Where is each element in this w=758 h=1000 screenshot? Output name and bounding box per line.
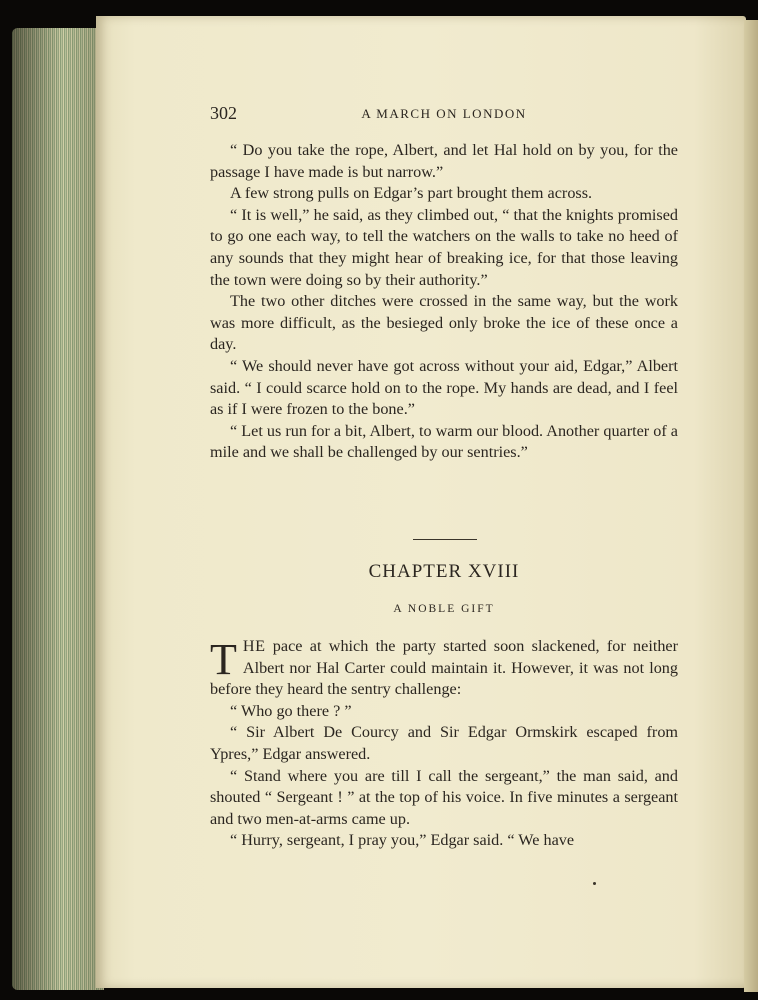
paragraph: “ We should never have got across without your aid, Edgar,” Albert said. “ I could scarce hold on to the rope. My hands are dead, and I feel as if I were frozen to the bone.” xyxy=(210,356,678,419)
section-divider xyxy=(413,539,477,540)
body-text xyxy=(210,140,678,464)
paragraph: “ It is well,” he said, as they climbed out, “ that the knights promised to go one each way, to tell the watchers on the walls to take no heed of any sounds that they might hear of breaking ice, for that those leaving the town were doing so by their authority.” xyxy=(210,205,678,289)
opening-text: pace at which the party started soon slackened, for neither Albert nor Hal Carter could maintain it. However, it was not long before they heard the sentry challenge: xyxy=(210,637,678,699)
chapter-opening-paragraph xyxy=(210,636,678,701)
page-edges-shadow xyxy=(12,28,104,990)
paragraph: The two other ditches were crossed in the same way, but the work was more difficult, as the besieged only broke the ice of these once a day. xyxy=(210,292,678,354)
chapter-heading: CHAPTER XVIII xyxy=(368,561,520,582)
drop-cap: T xyxy=(210,635,237,684)
paragraph: “ Who go there ? ” xyxy=(230,701,352,720)
right-page-edge xyxy=(744,20,758,992)
page-number: 302 xyxy=(210,103,237,123)
chapter-title: A NOBLE GIFT xyxy=(393,603,495,615)
running-head xyxy=(210,103,678,125)
paragraph: “ Do you take the rope, Albert, and let Hal hold on by you, for the passage I have made is but narrow.” xyxy=(210,141,678,181)
chapter-text xyxy=(210,636,678,852)
paragraph: “ Sir Albert De Courcy and Sir Edgar Ormskirk escaped from Ypres,” Edgar answered. xyxy=(210,723,678,763)
lead-caps: HE xyxy=(242,637,266,655)
paragraph: “ Hurry, sergeant, I pray you,” Edgar said. “ We have xyxy=(230,831,575,850)
paragraph: A few strong pulls on Edgar’s part brought them across. xyxy=(230,184,593,203)
paragraph: “ Let us run for a bit, Albert, to warm our blood. Another quarter of a mile and we shall be challenged by our sentries.” xyxy=(210,421,678,462)
ink-speck xyxy=(593,882,596,885)
running-title: A MARCH ON LONDON xyxy=(361,106,527,121)
paragraph: “ Stand where you are till I call the sergeant,” the man said, and shouted “ Sergeant ! ” at the top of his voice. In five minutes a sergeant and two men-at-arms came up. xyxy=(210,766,678,828)
